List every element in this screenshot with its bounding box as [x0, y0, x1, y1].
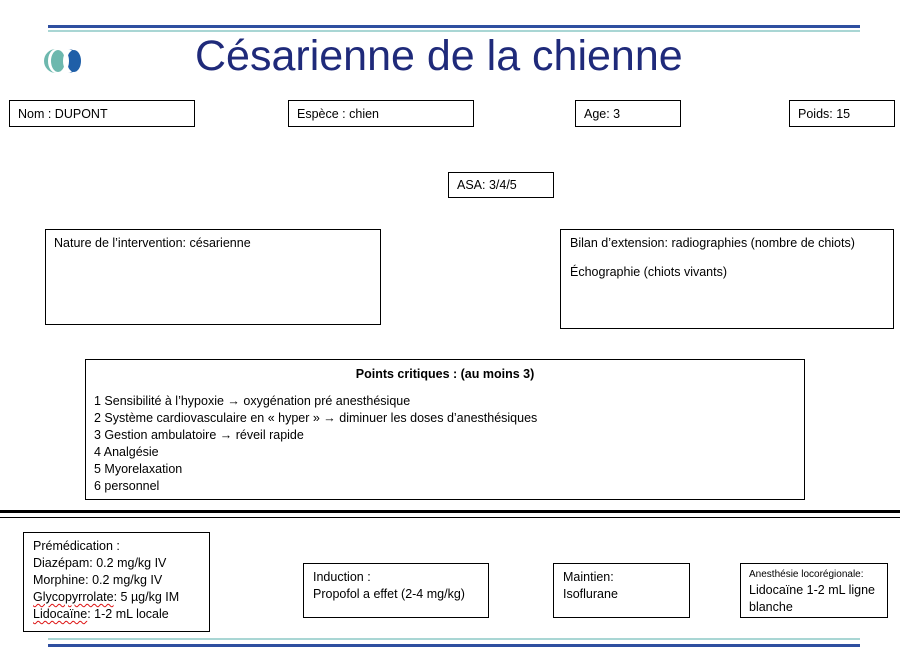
premedication-box — [23, 532, 210, 632]
points-critiques-heading: Points critiques : (au moins 3) — [355, 367, 535, 381]
bilan-line-1: Bilan d’extension: radiographies (nombre de chiots) — [570, 236, 855, 250]
espece-field — [288, 100, 474, 127]
premedication-heading: Prémédication : — [33, 539, 120, 553]
page-title: Césarienne de la chienne — [195, 32, 683, 80]
asa-field — [448, 172, 554, 198]
logo — [44, 48, 88, 74]
points-critiques-box — [85, 359, 805, 500]
locoregional-text: Lidocaïne 1-2 mL ligne blanche — [749, 583, 876, 614]
maintien-heading: Maintien: — [563, 570, 614, 584]
drug-name: Diazépam — [33, 556, 90, 570]
nature-box — [45, 229, 381, 325]
bilan-box — [560, 229, 894, 329]
maintien-box — [553, 563, 690, 618]
top-rule-dark — [48, 25, 860, 28]
points-item: 1 Sensibilité à l’hypoxie → oxygénation pré anesthésique — [94, 394, 411, 408]
poids-field — [789, 100, 895, 127]
age-field — [575, 100, 681, 127]
asa-label: ASA: 3/4/5 — [457, 178, 517, 192]
poids-label: Poids: 15 — [798, 107, 851, 121]
drug-name: Lidocaïne — [33, 607, 88, 621]
points-item: 5 Myorelaxation — [94, 462, 183, 476]
induction-text: Propofol a effet (2-4 mg/kg) — [313, 587, 465, 601]
points-item: 2 Système cardiovasculaire en « hyper » → diminuer les doses d’anesthésiques — [94, 411, 538, 425]
induction-heading: Induction : — [313, 570, 371, 584]
premedication-item — [33, 572, 200, 589]
premedication-item — [33, 589, 200, 606]
drug-dose: : 1-2 mL locale — [87, 607, 169, 621]
points-item: 6 personnel — [94, 479, 160, 493]
points-item: 3 Gestion ambulatoire → réveil rapide — [94, 428, 304, 442]
premedication-item — [33, 555, 200, 572]
bottom-rule-light — [48, 638, 860, 640]
nature-text: Nature de l’intervention: césarienne — [54, 236, 251, 250]
premedication-item — [33, 606, 200, 623]
bilan-line-2: Échographie (chiots vivants) — [570, 265, 728, 279]
drug-dose: : 5 µg/kg IM — [113, 590, 180, 604]
drug-dose: : 0.2 mg/kg IV — [89, 556, 167, 570]
locoregional-heading: Anesthésie locorégionale: — [749, 569, 864, 580]
section-separator-thick — [0, 510, 900, 513]
induction-box — [303, 563, 489, 618]
points-item: 4 Analgésie — [94, 445, 159, 459]
bottom-rule-dark — [48, 644, 860, 647]
espece-label: Espèce : chien — [297, 107, 379, 121]
locoregional-box — [740, 563, 888, 618]
section-separator-thin — [0, 517, 900, 518]
drug-name: Glycopyrrolate — [33, 590, 114, 604]
maintien-text: Isoflurane — [563, 587, 618, 601]
drug-name: Morphine — [33, 573, 86, 587]
drug-dose: : 0.2 mg/kg IV — [85, 573, 163, 587]
age-label: Age: 3 — [584, 107, 621, 121]
nom-field — [9, 100, 195, 127]
nom-label: Nom : DUPONT — [18, 107, 108, 121]
